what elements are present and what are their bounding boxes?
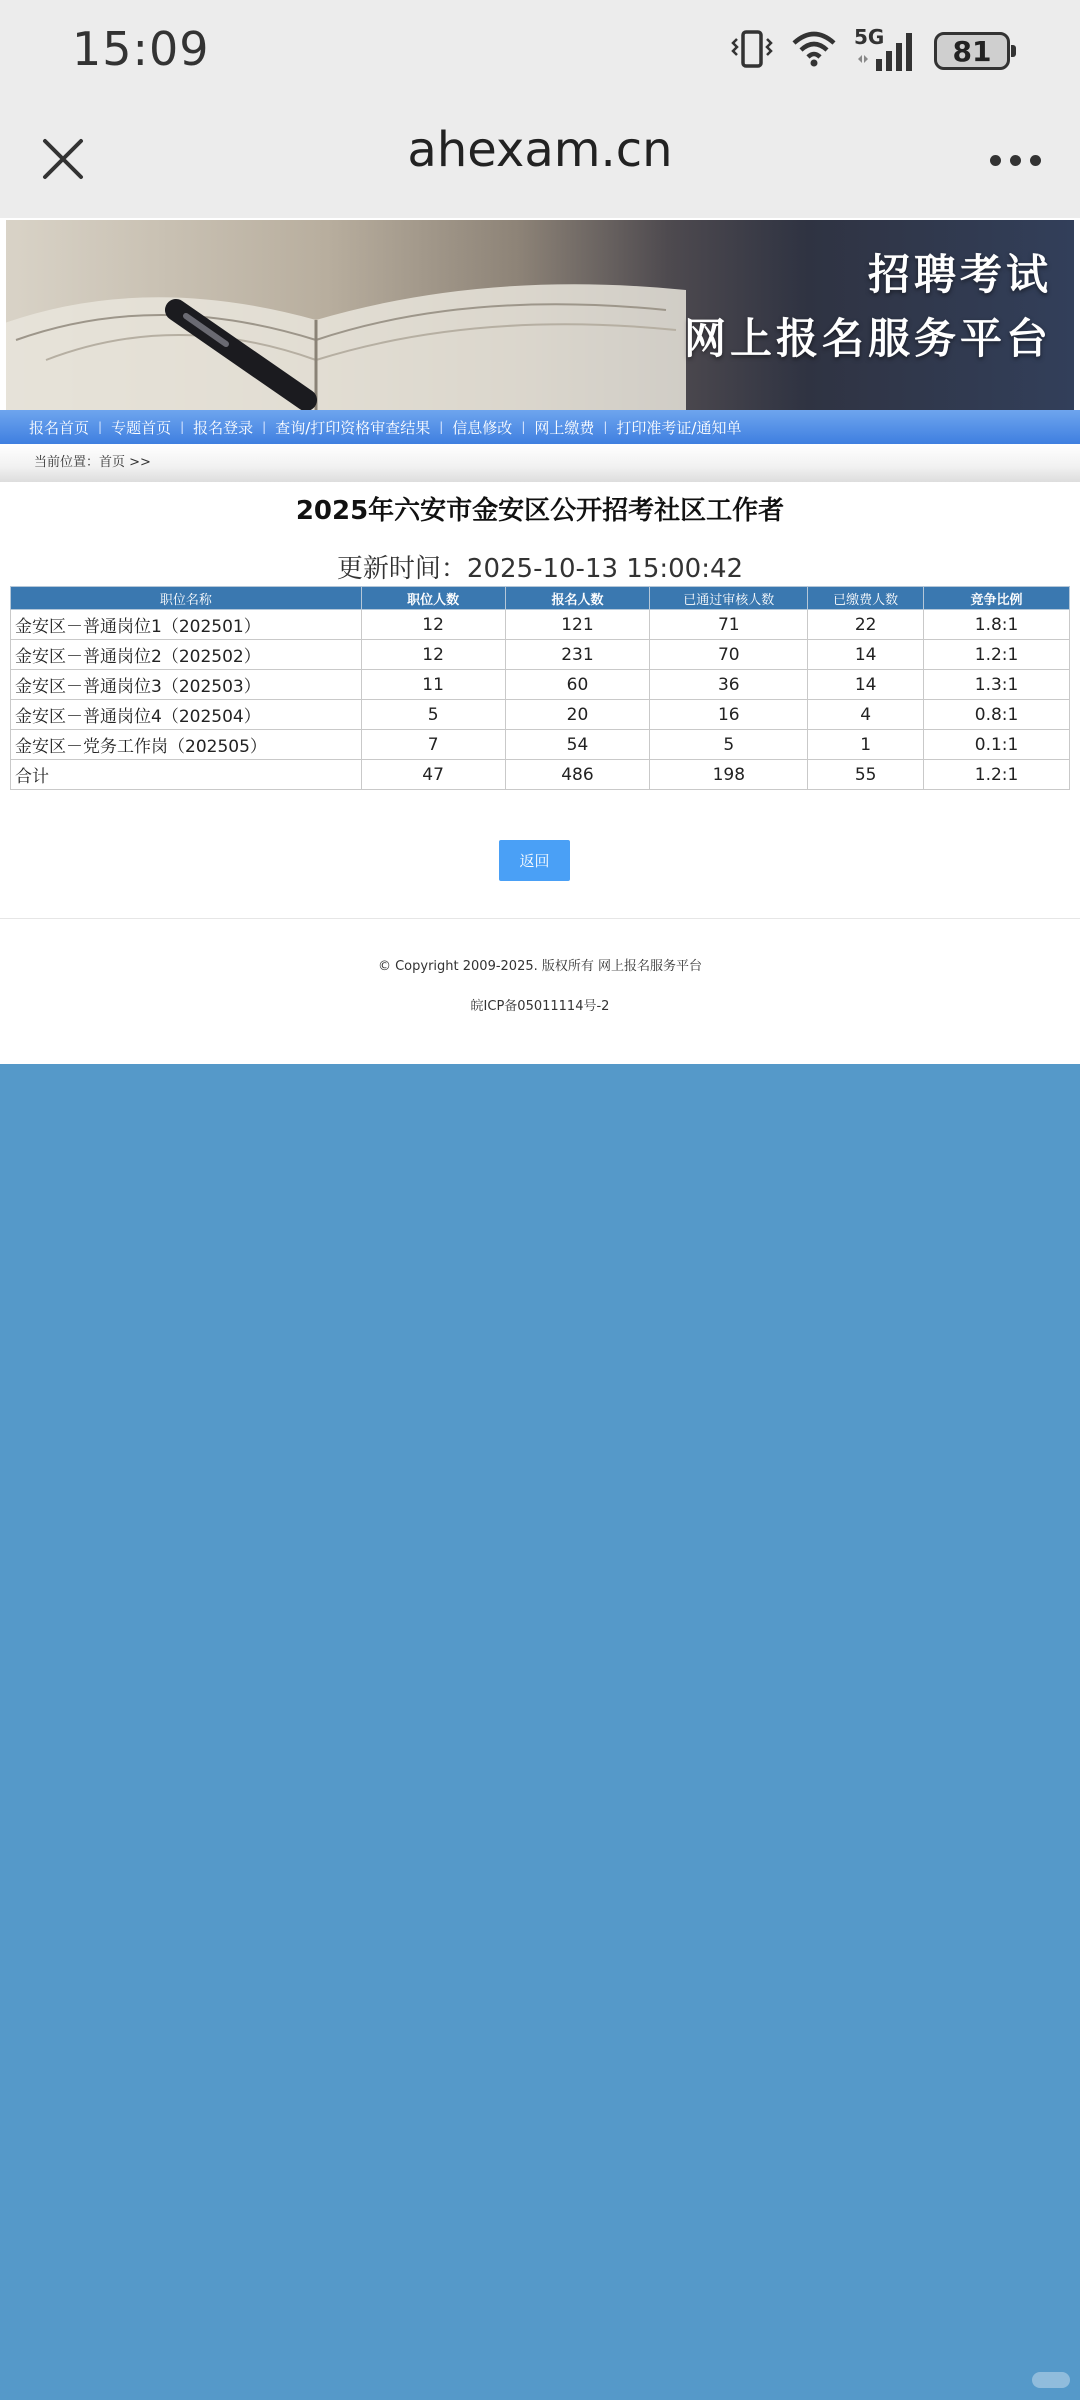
- cell-ratio: 1.2:1: [924, 760, 1070, 790]
- cell-paid: 14: [808, 670, 924, 700]
- more-icon-dot: [1010, 155, 1021, 166]
- table-total-row: [11, 760, 1070, 790]
- menu-separator: |: [439, 420, 444, 434]
- browser-nav-bar: [0, 100, 1080, 218]
- cell-applicants: 60: [505, 670, 650, 700]
- table-row: [11, 610, 1070, 640]
- header-position-count: 职位人数: [361, 587, 505, 610]
- signal-icon: [854, 25, 918, 73]
- table-header-row: [11, 587, 1070, 610]
- site-menu: [0, 410, 1080, 444]
- menu-item-topic-home[interactable]: 专题首页: [111, 418, 172, 437]
- menu-item-print-admission[interactable]: 打印准考证/通知单: [616, 418, 742, 437]
- registration-stats-table: [10, 586, 1070, 790]
- cell-applicants: 121: [505, 610, 650, 640]
- more-icon-dot: [1030, 155, 1041, 166]
- update-time: 更新时间：2025-10-13 15:00:42: [336, 554, 744, 584]
- watermark-pill: [1032, 2372, 1070, 2388]
- header-paid: 已缴费人数: [808, 587, 924, 610]
- menu-item-review-results[interactable]: 查询/打印资格审查结果: [275, 418, 431, 437]
- web-page: [0, 218, 1080, 1064]
- cell-paid: 55: [808, 760, 924, 790]
- cell-approved: 71: [650, 610, 808, 640]
- header-competition-ratio: 竞争比例: [924, 587, 1070, 610]
- network-label: 5G: [854, 25, 885, 49]
- header-applicants: 报名人数: [505, 587, 650, 610]
- cell-approved: 36: [650, 670, 808, 700]
- cell-position-name: 金安区－普通岗位4（202504）: [11, 700, 362, 730]
- page-title: 2025年六安市金安区公开招考社区工作者: [295, 496, 785, 526]
- close-button[interactable]: [28, 124, 98, 194]
- menu-item-signup-home[interactable]: 报名首页: [29, 418, 90, 437]
- cell-paid: 4: [808, 700, 924, 730]
- table-row: [11, 640, 1070, 670]
- wifi-icon: [790, 29, 838, 73]
- cell-position-count: 7: [361, 730, 505, 760]
- page-url-title: ahexam.cn: [407, 122, 673, 178]
- header-approved: 已通过审核人数: [650, 587, 808, 610]
- cell-position-count: 5: [361, 700, 505, 730]
- cell-position-count: 12: [361, 610, 505, 640]
- cell-approved: 198: [650, 760, 808, 790]
- back-button[interactable]: 返回: [499, 840, 570, 881]
- footer-icp-link[interactable]: 皖ICP备05011114号-2: [470, 999, 610, 1014]
- cell-paid: 22: [808, 610, 924, 640]
- site-banner: [6, 220, 1074, 410]
- cell-ratio: 0.1:1: [924, 730, 1070, 760]
- cell-position-name: 金安区－普通岗位2（202502）: [11, 640, 362, 670]
- banner-title-line1: 招聘考试: [867, 250, 1052, 299]
- battery-level: 81: [952, 34, 992, 68]
- footer-divider: [0, 918, 1080, 919]
- cell-paid: 14: [808, 640, 924, 670]
- cell-position-count: 47: [361, 760, 505, 790]
- battery-icon: [934, 32, 1010, 70]
- footer-copyright: © Copyright 2009-2025. 版权所有 网上报名服务平台: [377, 959, 703, 974]
- table-row: [11, 700, 1070, 730]
- cell-paid: 1: [808, 730, 924, 760]
- cell-total-label: 合计: [11, 760, 362, 790]
- table-row: [11, 670, 1070, 700]
- menu-separator: |: [603, 420, 608, 434]
- menu-item-edit-info[interactable]: 信息修改: [452, 418, 513, 437]
- banner-title-line2: 网上报名服务平台: [683, 314, 1052, 363]
- status-bar: [0, 0, 1080, 100]
- cell-ratio: 1.3:1: [924, 670, 1070, 700]
- cell-approved: 5: [650, 730, 808, 760]
- status-time: 15:09: [72, 22, 210, 76]
- menu-separator: |: [521, 420, 526, 434]
- cell-applicants: 54: [505, 730, 650, 760]
- vibrate-icon: [730, 29, 774, 73]
- cell-position-name: 金安区－党务工作岗（202505）: [11, 730, 362, 760]
- header-position-name: 职位名称: [11, 587, 362, 610]
- menu-separator: |: [98, 420, 103, 434]
- close-icon: [41, 137, 85, 181]
- cell-applicants: 486: [505, 760, 650, 790]
- more-button[interactable]: [980, 130, 1050, 190]
- cell-position-count: 12: [361, 640, 505, 670]
- cell-applicants: 20: [505, 700, 650, 730]
- menu-separator: |: [262, 420, 267, 434]
- book-pen-image: [6, 250, 706, 410]
- cell-ratio: 0.8:1: [924, 700, 1070, 730]
- more-icon-dot: [990, 155, 1001, 166]
- cell-approved: 70: [650, 640, 808, 670]
- cell-position-name: 金安区－普通岗位3（202503）: [11, 670, 362, 700]
- menu-separator: |: [180, 420, 185, 434]
- cell-applicants: 231: [505, 640, 650, 670]
- menu-item-login[interactable]: 报名登录: [193, 418, 254, 437]
- cell-position-count: 11: [361, 670, 505, 700]
- cell-position-name: 金安区－普通岗位1（202501）: [11, 610, 362, 640]
- menu-item-online-payment[interactable]: 网上缴费: [534, 418, 595, 437]
- status-icons: [730, 25, 1010, 74]
- cell-approved: 16: [650, 700, 808, 730]
- cell-ratio: 1.8:1: [924, 610, 1070, 640]
- breadcrumb: 当前位置：首页 >>: [0, 444, 1080, 482]
- table-row: [11, 730, 1070, 760]
- cell-ratio: 1.2:1: [924, 640, 1070, 670]
